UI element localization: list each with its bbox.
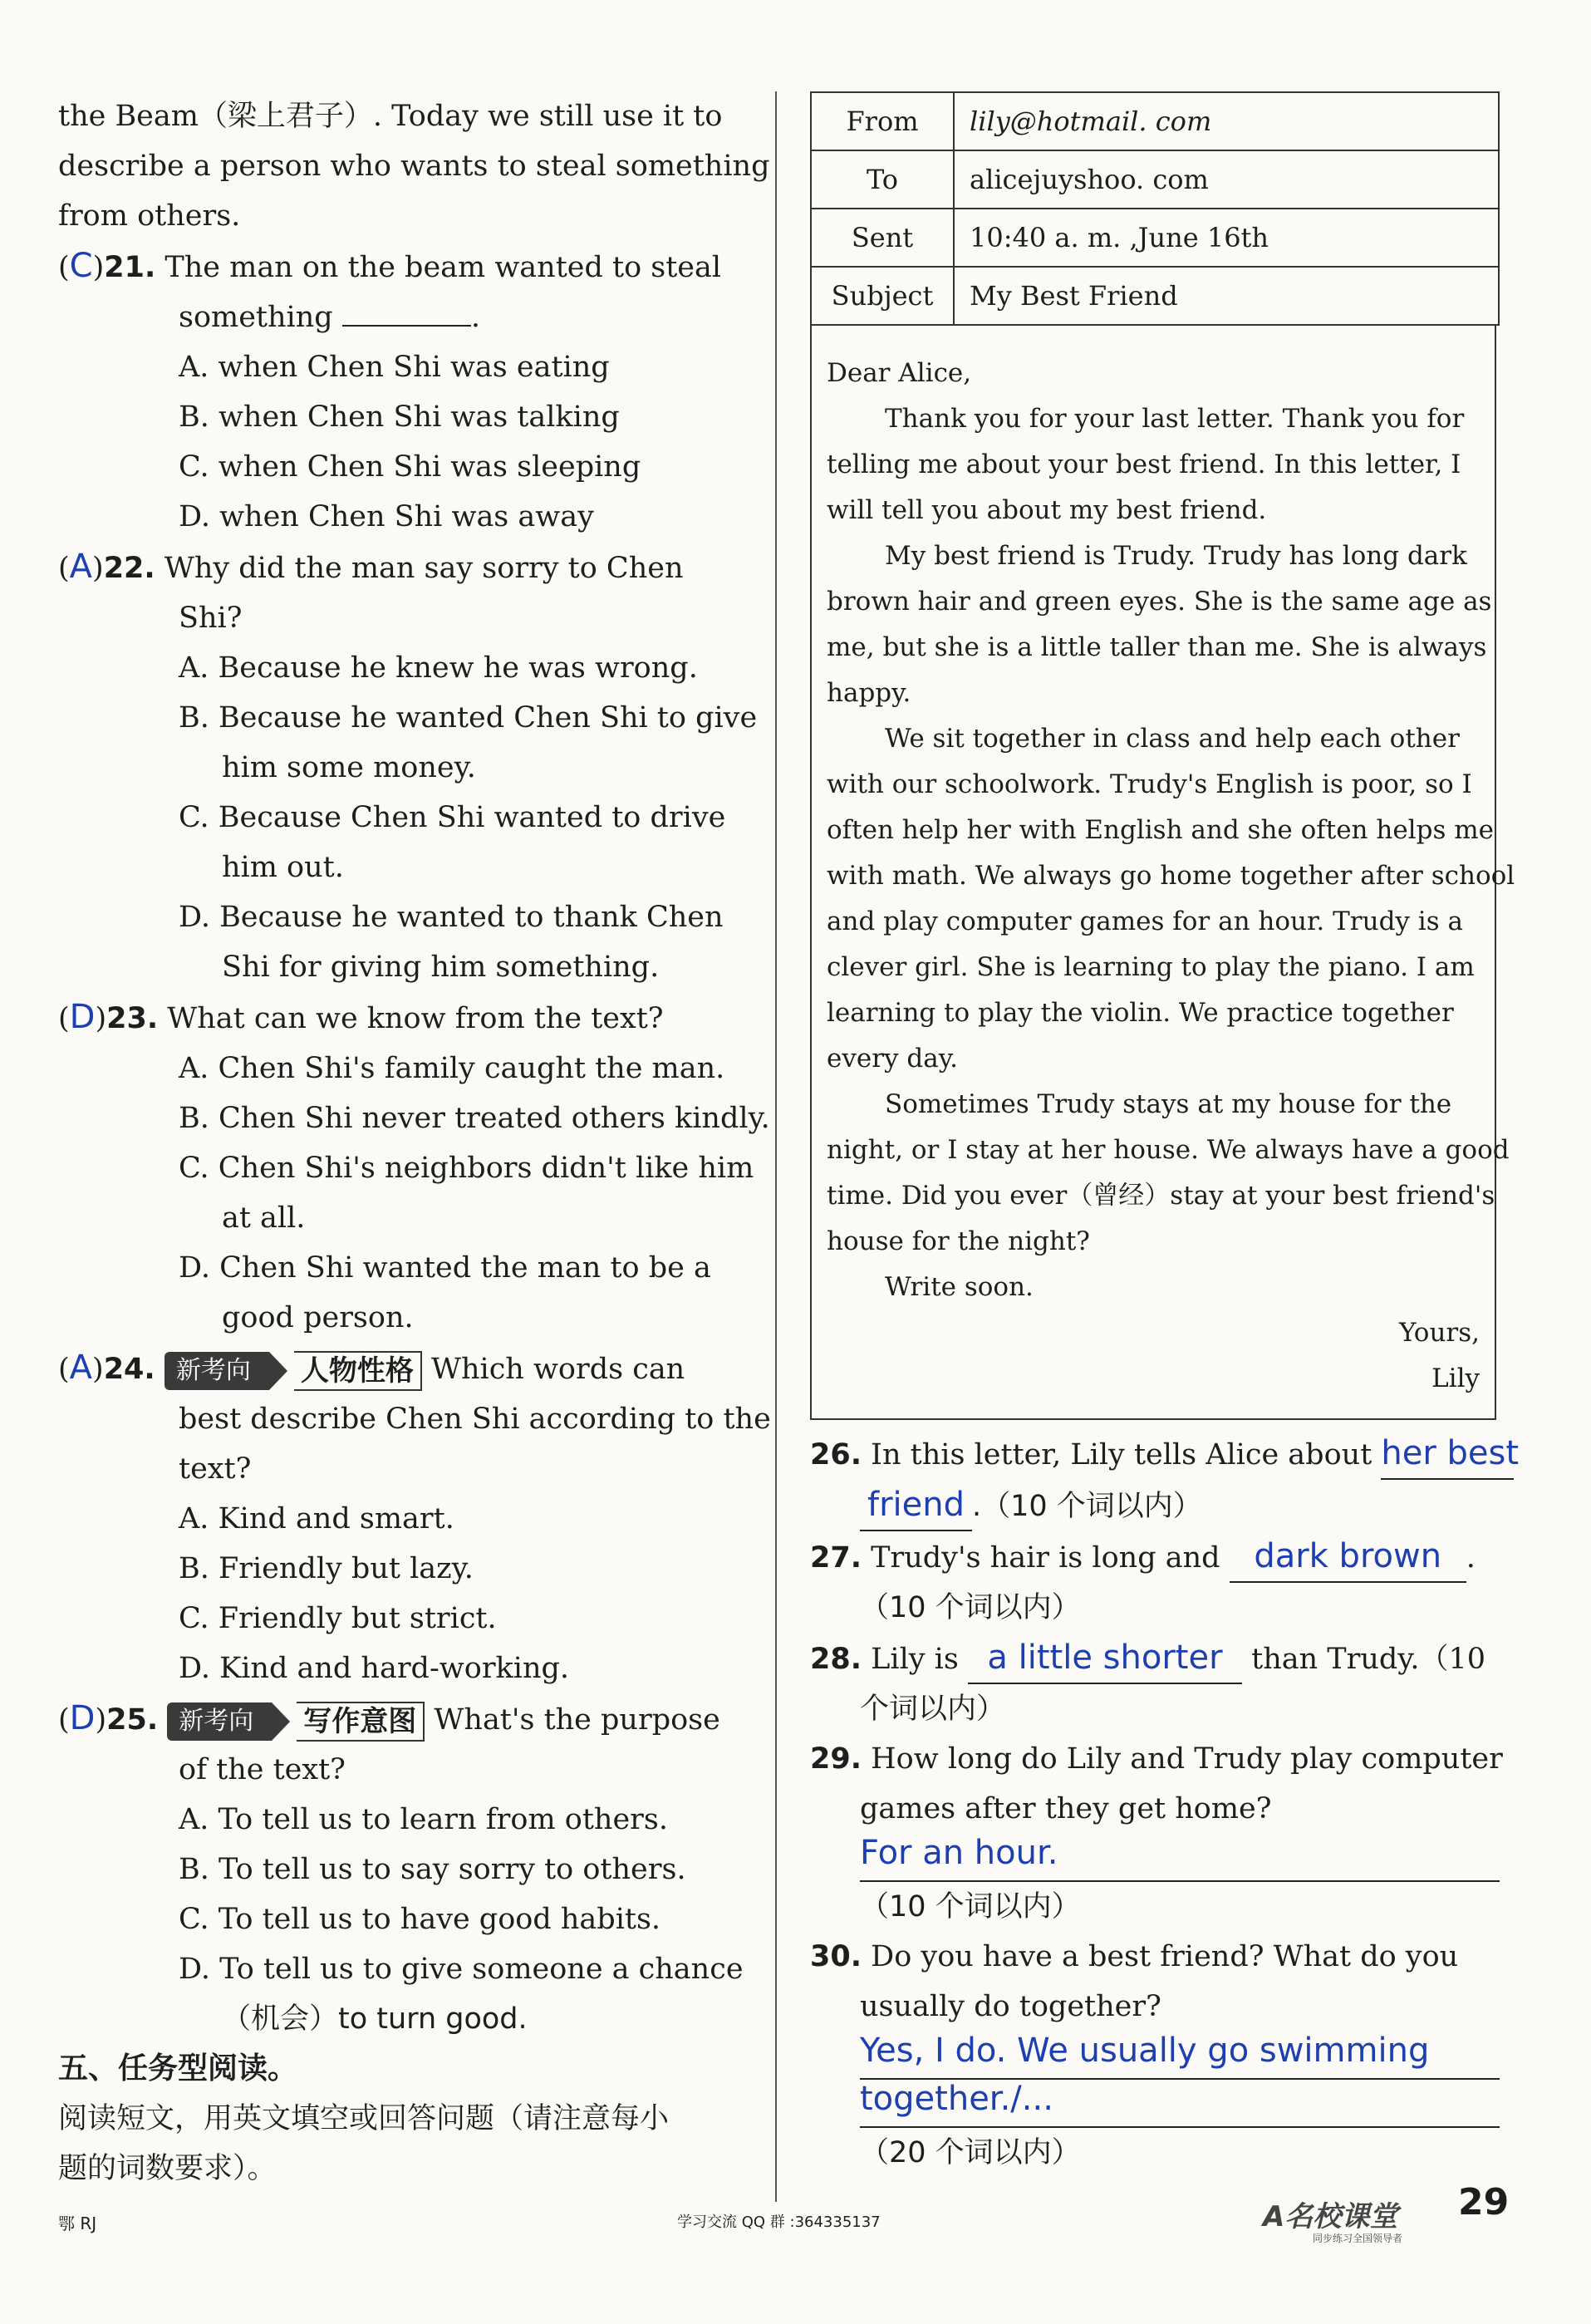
email-row-sent: Sent 10:40 a. m. ,June 16th	[812, 209, 1498, 268]
option: A. Kind and smart.	[179, 1502, 454, 1535]
intro-line-2: describe a person who wants to steal something	[58, 150, 770, 183]
tag-topic: 人物性格	[294, 1351, 422, 1391]
answer-30-line-1	[860, 2032, 1500, 2080]
option-cont: （机会）to turn good.	[222, 2002, 528, 2036]
option-cont: Shi for giving him something.	[222, 951, 660, 984]
option: C. Chen Shi's neighbors didn't like him	[179, 1152, 754, 1185]
option-cont: him out.	[222, 851, 344, 884]
question-28: 28. Lily is a little shorter than Trudy.（10	[810, 1633, 1500, 1684]
option: D. Because he wanted to thank Chen	[179, 901, 724, 934]
answer-23: D	[69, 998, 96, 1036]
option: C. when Chen Shi was sleeping	[179, 450, 641, 484]
question-27: 27. Trudy's hair is long and dark brown .	[810, 1531, 1500, 1583]
question-25: (D)25. 新考向 写作意图 What's the purpose	[58, 1693, 748, 1745]
brand-logo: A名校课堂	[1263, 2200, 1398, 2233]
answer-30-part2: together./...	[860, 2080, 1053, 2118]
question-23: (D)23. What can we know from the text?	[58, 998, 664, 1036]
greeting: Dear Alice,	[827, 358, 972, 388]
answer-25: D	[69, 1699, 96, 1737]
tag-topic: 写作意图	[297, 1702, 425, 1742]
answer-21: C	[69, 247, 93, 285]
answer-30-line-2	[860, 2080, 1500, 2128]
column-divider	[775, 91, 777, 2202]
left-column: the Beam（梁上君子）. Today we still use it to describe a person who wants to steal something from others. (C)21. The man on the beam wanted to steal something . A. when Chen Shi was eating B. when Chen Shi was talking C. when Chen Shi was sleeping D. when Chen Shi was away (A)22. Why did the man say sorry to Chen Shi? A. Because he knew he was wrong. B. Because he wanted Chen Shi to give him some money. C. Because Chen Shi wanted to drive him out. D. Because he wanted to thank Chen Shi for giving him something. (D)23. What can we know from the text? A. Chen Shi's family caught the man. B. Chen Shi never treated others kindly. C. Chen Shi's neighbors didn't like him at all. D. Chen Shi wanted the man to be a good person. (A)24. 新考向 人物性格 Which words can best describe Chen Shi according to the text? A. Kind and smart. B. Friendly but lazy. C. Friendly but strict. D. Kind and hard-working. (D)25. 新考向 写作意图 What's the purpose of the text? A. To tell us to learn from others. B. To tell us to say sorry to others. C. To tell us to have good habits. D. To tell us to give someone a chance （机会）to turn good. 五、任务型阅读。 阅读短文，用英文填空或回答问题（请注意每小 题的词数要求）。	[58, 91, 748, 2194]
answer-24: A	[69, 1349, 93, 1387]
option-cont: at all.	[222, 1201, 306, 1235]
question-29: 29. How long do Lily and Trudy play computer	[810, 1742, 1503, 1776]
section-instructions: 题的词数要求）。	[58, 2152, 277, 2185]
option: A. To tell us to learn from others.	[179, 1803, 668, 1836]
answer-26-part1: her best	[1381, 1428, 1514, 1480]
question-24: (A)24. 新考向 人物性格 Which words can	[58, 1343, 748, 1394]
option-cont: good person.	[222, 1301, 414, 1334]
new-trend-tag: 新考向	[167, 1702, 272, 1741]
option: B. Because he wanted Chen Shi to give	[179, 701, 758, 735]
page-number: 29	[1458, 2181, 1510, 2223]
email-row-to: To alicejuyshoo. com	[812, 151, 1498, 209]
footer-qq-group: 学习交流 QQ 群 :364335137	[677, 2213, 881, 2231]
intro-line-1: the Beam（梁上君子）. Today we still use it to	[58, 100, 723, 133]
option: A. Chen Shi's family caught the man.	[179, 1052, 725, 1085]
question-30: 30. Do you have a best friend? What do you	[810, 1940, 1459, 1973]
signature: Lily	[1431, 1363, 1480, 1393]
new-trend-tag: 新考向	[165, 1352, 269, 1390]
brand-subtitle: 同步练习全国领导者	[1313, 2233, 1403, 2244]
answer-30-part1: Yes, I do. We usually go swimming	[860, 2032, 1430, 2070]
option: B. Chen Shi never treated others kindly.	[179, 1102, 770, 1135]
intro-line-3: from others.	[58, 199, 241, 233]
answer-26-part2: friend	[860, 1480, 972, 1531]
option: B. when Chen Shi was talking	[179, 400, 620, 434]
option: D. Chen Shi wanted the man to be a	[179, 1251, 711, 1285]
option: A. Because he knew he was wrong.	[179, 651, 698, 685]
signoff: Yours,	[1399, 1318, 1480, 1348]
email-row-from: From lily@hotmail. com	[812, 93, 1498, 151]
letter-body: Dear Alice, Thank you for your last letter. Thank you for telling me about your best friend. In this letter, I will tell you about my best friend. My best friend is Trudy. Trudy has long dark brown hair and green eyes. She is the same age as me, but she is a little taller than me. She is always happy. We sit together in class and help each other with our schoolwork. Trudy's English is poor, so I often help her with English and she often helps me with math. We always go home together after school and play computer games for an hour. Trudy is a clever girl. She is learning to play the piano. I am learning to play the violin. We practice together every day. Sometimes Trudy stays at my house for the night, or I stay at her house. We always have a good time. Did you ever（曾经）stay at your best friend's house for the night? Write soon. Yours, Lily	[810, 326, 1496, 1420]
closing: Write soon.	[885, 1272, 1034, 1302]
option: D. To tell us to give someone a chance	[179, 1953, 744, 1986]
right-column: From lily@hotmail. com To alicejuyshoo. com Sent 10:40 a. m. ,June 16th Subject My Best Friend Dear Alice, Thank you for your last letter. Thank you for telling me about your best friend. In this letter, I will tell you about my best friend. My best friend is Trudy. Trudy has long dark brown hair and green eyes. She is the same age as me, but she is a little taller than me. She is always happy. We sit together in class and help each other with our schoolwork. Trudy's English is poor, so I often help her with English and she often helps me with math. We always go home together after school and play computer games for an hour. Trudy is a clever girl. She is learning to play the piano. I am learning to play the violin. We practice together every day. Sometimes Trudy stays at my house for the night, or I stay at her house. We always have a good time. Did you ever（曾经）stay at your best friend's house for the night? Write soon. Yours, Lily 26. In this letter, Lily tells Alice about her best friend .（10 个词以内） 27. Trudy's hair is long and dark brown . （10 个词以内） 28. Lily is a little shorter than Trudy.（10 个词以内） 29. How long do Lily and Trudy play computer games after they get home? For an hour. （10 个词以内） 30. Do you have a best friend? What do you usually do together? Yes, I do. We usually go swimming together./... （20 个词以内）	[810, 91, 1500, 2178]
section-heading: 五、任务型阅读。	[58, 2051, 298, 2086]
blank-21	[342, 300, 471, 327]
answer-27: dark brown	[1230, 1531, 1466, 1583]
question-22: (A)22. Why did the man say sorry to Chen	[58, 548, 684, 586]
answer-29-line	[860, 1834, 1500, 1882]
option: C. To tell us to have good habits.	[179, 1903, 661, 1936]
email-header-table	[810, 91, 1500, 326]
section-instructions: 阅读短文，用英文填空或回答问题（请注意每小	[58, 2102, 670, 2135]
option: A. when Chen Shi was eating	[179, 351, 610, 384]
option: B. Friendly but lazy.	[179, 1552, 474, 1585]
question-26: 26. In this letter, Lily tells Alice about her best	[810, 1428, 1500, 1480]
option: B. To tell us to say sorry to others.	[179, 1853, 686, 1886]
answer-28: a little shorter	[968, 1633, 1242, 1684]
option: C. Friendly but strict.	[179, 1602, 497, 1635]
email-row-subject: Subject My Best Friend	[812, 268, 1498, 324]
option-cont: him some money.	[222, 751, 476, 784]
answer-29: For an hour.	[860, 1834, 1058, 1872]
answer-22: A	[69, 548, 93, 586]
option: C. Because Chen Shi wanted to drive	[179, 801, 726, 834]
option: D. when Chen Shi was away	[179, 500, 594, 533]
question-21: (C)21. The man on the beam wanted to steal	[58, 247, 722, 285]
footer-edition: 鄂 RJ	[58, 2213, 97, 2233]
option: D. Kind and hard-working.	[179, 1652, 570, 1685]
